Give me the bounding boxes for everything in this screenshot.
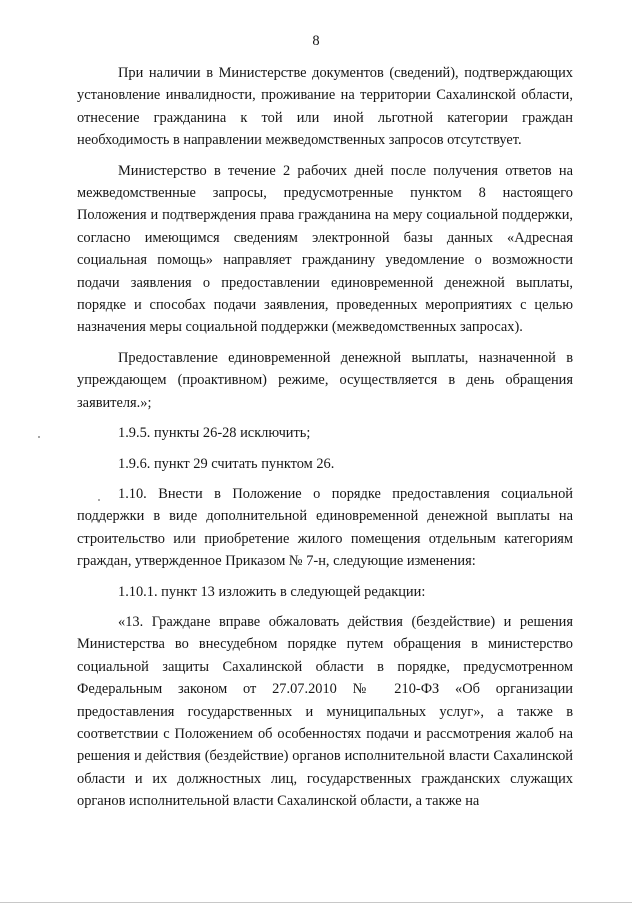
paragraph-documents-available: При наличии в Министерстве документов (сведений), подтверждающих установление инвалидности, проживание на территории Сахалинской области, отнесение гражданина к той или иной льготной категории граждан необходимость в направлении межведомственных запросов отсутствует. [77, 65, 573, 149]
paragraph-payment-provision: Предоставление единовременной денежной выплаты, назначенной в упреждающем (проактивном) режиме, осуществляется в день обращения заявителя.»; [77, 349, 573, 411]
paragraph-item-1-10: 1.10. Внести в Положение о порядке предоставления социальной поддержки в виде дополнительной единовременной денежной выплаты на строительство или приобретение жилого помещения отдельным категориям граждан, утвержденное Приказом № 7-н, следующие изменения: [77, 485, 573, 570]
scan-speck [98, 499, 100, 501]
paragraph-ministry-notification: Министерство в течение 2 рабочих дней после получения ответов на межведомственные запросы, предусмотренные пунктом 8 настоящего Положения и подтверждения права гражданина на меру социальной поддержки, согласно имеющимся сведениям электронной базы данных «Адресная социальная помощь» направляет гражданину уведомление о возможности подачи заявления о предоставлении единовременной денежной выплаты, порядке и способах подачи заявления, проведенных мероприятиях с целью назначения меры социальной поддержки (межведомственных запросах). [77, 162, 573, 336]
scan-speck [38, 436, 40, 438]
paragraph-item-1-10-1: 1.10.1. пункт 13 изложить в следующей редакции: [118, 583, 426, 600]
page-number: 8 [312, 33, 320, 49]
document-body [77, 62, 573, 821]
paragraph-item-1-9-6: 1.9.6. пункт 29 считать пунктом 26. [118, 455, 335, 472]
paragraph-item-1-9-5: 1.9.5. пункты 26-28 исключить; [118, 425, 311, 442]
paragraph-clause-13: «13. Граждане вправе обжаловать действия (бездействие) и решения Министерства во внесудебном порядке путем обращения в министерство социальной защиты Сахалинской области в порядке, предусмотренном Федеральным законом от 27.07.2010 № 210-ФЗ «Об организации предоставления государственных и муниципальных услуг», а также в соответствии с Положением об особенностях подачи и рассмотрения жалоб на решения и действия (бездействие) органов исполнительной власти Сахалинской области и их должностных лиц, государственных гражданских служащих органов исполнительной власти Сахалинской области, а также на [77, 613, 573, 810]
scan-bottom-edge [0, 902, 632, 903]
